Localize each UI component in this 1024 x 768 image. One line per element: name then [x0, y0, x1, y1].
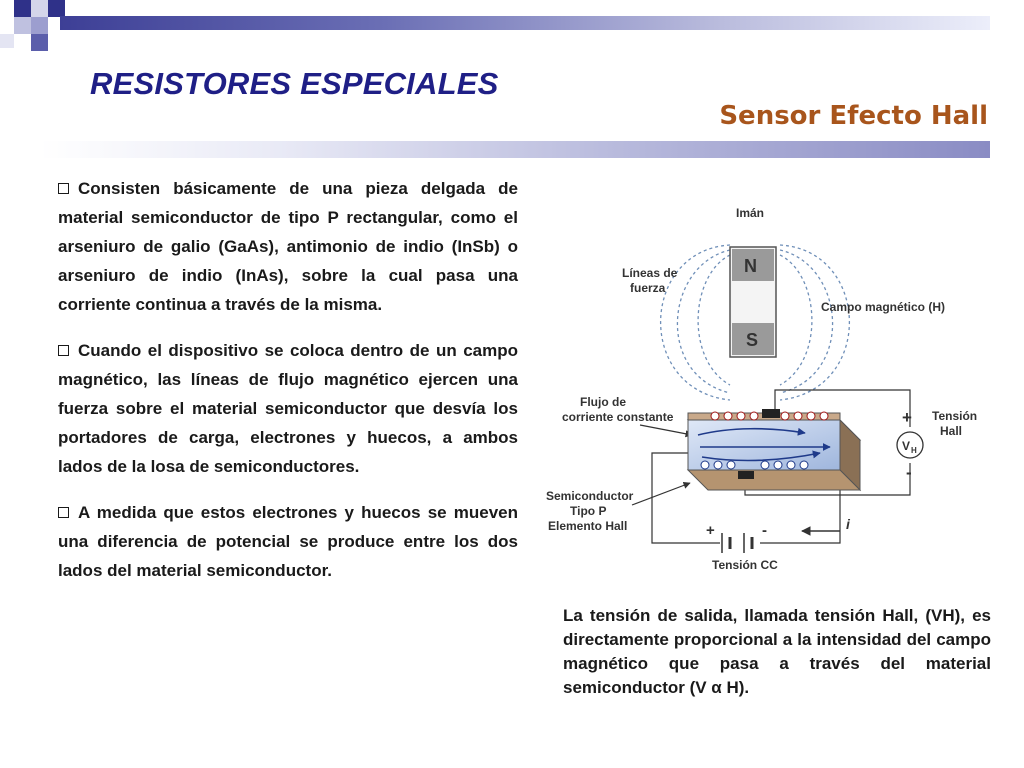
subtitle-band [40, 141, 990, 158]
bullet-text: Consisten básicamente de una pieza delgada de material semiconductor de tipo P rectangular, como el arseniuro de galio (GaAs), antimonio de indio (InSb) o arseniuro de indio (InAs), sobre la cual pasa una corriente continua a través de la misma. [58, 179, 518, 314]
header-band [60, 16, 990, 30]
current-label: corriente constante [562, 410, 674, 424]
hall-effect-diagram [540, 195, 1000, 580]
voltmeter-subscript: H [911, 446, 917, 455]
magnet-label: Imán [736, 206, 765, 220]
dc-voltage-label: Tensión CC [712, 558, 778, 572]
hall-plus-sign: + [902, 408, 912, 427]
checkbox-bullet-icon [58, 345, 69, 356]
bullet-text: Cuando el dispositivo se coloca dentro de un campo magnético, las líneas de flujo magnético ejercen una fuerza sobre el material semiconductor que desvía los portadores de carga, electrones y huecos, a ambos lados de la losa de semiconductores. [58, 341, 518, 476]
bullet-item [58, 498, 518, 585]
hall-voltage-label: Tensión [932, 409, 978, 423]
hall-minus-sign: - [906, 463, 912, 482]
semiconductor-label: Elemento Hall [548, 519, 628, 533]
field-lines-label: fuerza [630, 281, 666, 295]
battery-icon [722, 533, 752, 553]
corner-decoration [0, 0, 80, 60]
bullet-item [58, 336, 518, 481]
north-pole-label: N [744, 256, 757, 276]
battery-plus-sign: + [706, 522, 715, 539]
magnetic-field-label: Campo magnético (H) [821, 300, 946, 314]
bullet-list [58, 174, 518, 602]
hall-voltage-caption: La tensión de salida, llamada tensión Hall, (VH), es directamente proporcional a la intensidad del campo magnético que pasa a través del material semiconductor (V α H). [563, 606, 991, 697]
bullet-item [58, 174, 518, 319]
hall-voltage-label: Hall [940, 424, 963, 438]
voltmeter-symbol: V [902, 439, 911, 453]
south-pole-label: S [746, 330, 759, 350]
bottom-contact [738, 471, 754, 479]
field-lines-label: Líneas de [622, 266, 678, 280]
top-contact [762, 409, 780, 418]
semiconductor-label: Tipo P [570, 504, 607, 518]
semiconductor-label: Semiconductor [546, 489, 634, 503]
checkbox-bullet-icon [58, 507, 69, 518]
checkbox-bullet-icon [58, 183, 69, 194]
current-symbol: i [846, 516, 850, 532]
current-label: Flujo de [580, 395, 626, 409]
bullet-text: A medida que estos electrones y huecos se mueven una diferencia de potencial se produce entre los dos lados del material semiconductor. [58, 503, 518, 580]
slide-title: RESISTORES ESPECIALES [90, 66, 499, 101]
battery-minus-sign: - [762, 522, 767, 539]
semiconductor-slab [688, 413, 860, 490]
slide-subtitle: Sensor Efecto Hall [719, 101, 988, 131]
